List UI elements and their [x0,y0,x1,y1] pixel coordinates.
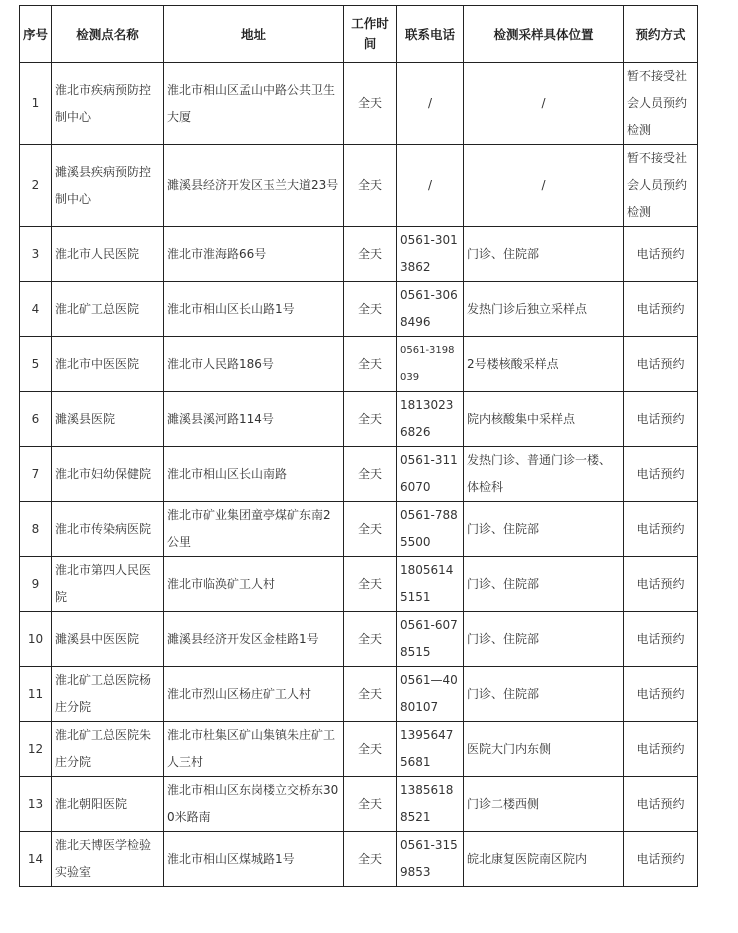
cell-booking: 暂不接受社会人员预约检测 [624,63,698,145]
header-address: 地址 [164,6,344,63]
cell-seq: 4 [20,282,52,337]
cell-address: 淮北市淮海路66号 [164,227,344,282]
cell-hours: 全天 [344,667,397,722]
cell-seq: 5 [20,337,52,392]
cell-address: 淮北市临涣矿工人村 [164,557,344,612]
cell-address: 淮北市相山区煤城路1号 [164,832,344,887]
cell-location: 院内核酸集中采样点 [464,392,624,447]
cell-location: 门诊、住院部 [464,227,624,282]
table-row [20,557,698,612]
header-booking: 预约方式 [624,6,698,63]
cell-location: 发热门诊后独立采样点 [464,282,624,337]
cell-hours: 全天 [344,63,397,145]
cell-phone: 18130236826 [397,392,464,447]
cell-name: 濉溪县医院 [52,392,164,447]
cell-phone: 0561-3068496 [397,282,464,337]
cell-booking: 暂不接受社会人员预约检测 [624,145,698,227]
cell-address: 濉溪县经济开发区玉兰大道23号 [164,145,344,227]
cell-location: 门诊、住院部 [464,612,624,667]
header-location: 检测采样具体位置 [464,6,624,63]
cell-address: 淮北市人民路186号 [164,337,344,392]
table-row [20,392,698,447]
cell-address: 淮北市矿业集团童亭煤矿东南2公里 [164,502,344,557]
cell-location: 发热门诊、普通门诊一楼、体检科 [464,447,624,502]
cell-seq: 14 [20,832,52,887]
cell-name: 淮北矿工总医院 [52,282,164,337]
cell-hours: 全天 [344,227,397,282]
cell-booking: 电话预约 [624,612,698,667]
cell-name: 淮北市传染病医院 [52,502,164,557]
cell-phone: 0561—4080107 [397,667,464,722]
table-row [20,722,698,777]
testing-sites-table [19,5,698,887]
cell-phone: / [397,145,464,227]
cell-phone: 13856188521 [397,777,464,832]
table-row [20,832,698,887]
table-row [20,667,698,722]
cell-address: 淮北市相山区东岗楼立交桥东300米路南 [164,777,344,832]
cell-phone: 0561-3116070 [397,447,464,502]
cell-booking: 电话预约 [624,502,698,557]
cell-seq: 2 [20,145,52,227]
cell-name: 淮北市人民医院 [52,227,164,282]
cell-location: 门诊、住院部 [464,667,624,722]
cell-hours: 全天 [344,832,397,887]
table-row [20,777,698,832]
table-row [20,227,698,282]
cell-address: 淮北市烈山区杨庄矿工人村 [164,667,344,722]
cell-name: 濉溪县中医医院 [52,612,164,667]
cell-hours: 全天 [344,392,397,447]
cell-name: 濉溪县疾病预防控制中心 [52,145,164,227]
table-row [20,282,698,337]
cell-seq: 1 [20,63,52,145]
cell-location: 2号楼核酸采样点 [464,337,624,392]
cell-booking: 电话预约 [624,392,698,447]
cell-address: 濉溪县溪河路114号 [164,392,344,447]
cell-hours: 全天 [344,282,397,337]
cell-name: 淮北市疾病预防控制中心 [52,63,164,145]
cell-name: 淮北市中医医院 [52,337,164,392]
cell-hours: 全天 [344,612,397,667]
cell-address: 淮北市相山区长山路1号 [164,282,344,337]
cell-location: 医院大门内东侧 [464,722,624,777]
cell-seq: 10 [20,612,52,667]
cell-seq: 8 [20,502,52,557]
cell-name: 淮北矿工总医院朱庄分院 [52,722,164,777]
cell-booking: 电话预约 [624,722,698,777]
cell-address: 淮北市相山区孟山中路公共卫生大厦 [164,63,344,145]
header-hours: 工作时间 [344,6,397,63]
cell-name: 淮北市第四人民医院 [52,557,164,612]
cell-booking: 电话预约 [624,832,698,887]
header-name: 检测点名称 [52,6,164,63]
header-seq: 序号 [20,6,52,63]
cell-location: / [464,145,624,227]
cell-hours: 全天 [344,557,397,612]
cell-address: 淮北市相山区长山南路 [164,447,344,502]
cell-booking: 电话预约 [624,227,698,282]
table-row [20,502,698,557]
cell-name: 淮北市妇幼保健院 [52,447,164,502]
cell-seq: 13 [20,777,52,832]
cell-phone: 0561-3159853 [397,832,464,887]
cell-booking: 电话预约 [624,777,698,832]
cell-location: / [464,63,624,145]
cell-hours: 全天 [344,447,397,502]
cell-hours: 全天 [344,777,397,832]
cell-phone: 13956475681 [397,722,464,777]
cell-location: 门诊二楼西侧 [464,777,624,832]
table-row [20,337,698,392]
cell-address: 淮北市杜集区矿山集镇朱庄矿工人三村 [164,722,344,777]
cell-booking: 电话预约 [624,557,698,612]
cell-seq: 7 [20,447,52,502]
cell-location: 门诊、住院部 [464,502,624,557]
cell-phone: 0561-3198039 [397,337,464,392]
table-row [20,63,698,145]
cell-name: 淮北矿工总医院杨庄分院 [52,667,164,722]
cell-booking: 电话预约 [624,282,698,337]
cell-hours: 全天 [344,145,397,227]
cell-phone: 0561-7885500 [397,502,464,557]
cell-name: 淮北朝阳医院 [52,777,164,832]
cell-booking: 电话预约 [624,447,698,502]
cell-seq: 3 [20,227,52,282]
table-row [20,447,698,502]
cell-hours: 全天 [344,337,397,392]
cell-location: 门诊、住院部 [464,557,624,612]
cell-booking: 电话预约 [624,667,698,722]
cell-phone: 18056145151 [397,557,464,612]
cell-hours: 全天 [344,502,397,557]
header-row [20,6,698,63]
table-row [20,612,698,667]
cell-seq: 11 [20,667,52,722]
cell-seq: 12 [20,722,52,777]
table-row [20,145,698,227]
cell-location: 皖北康复医院南区院内 [464,832,624,887]
cell-name: 淮北天博医学检验实验室 [52,832,164,887]
cell-hours: 全天 [344,722,397,777]
cell-phone: / [397,63,464,145]
header-phone: 联系电话 [397,6,464,63]
cell-phone: 0561-6078515 [397,612,464,667]
cell-booking: 电话预约 [624,337,698,392]
cell-address: 濉溪县经济开发区金桂路1号 [164,612,344,667]
cell-phone: 0561-3013862 [397,227,464,282]
cell-seq: 6 [20,392,52,447]
cell-seq: 9 [20,557,52,612]
